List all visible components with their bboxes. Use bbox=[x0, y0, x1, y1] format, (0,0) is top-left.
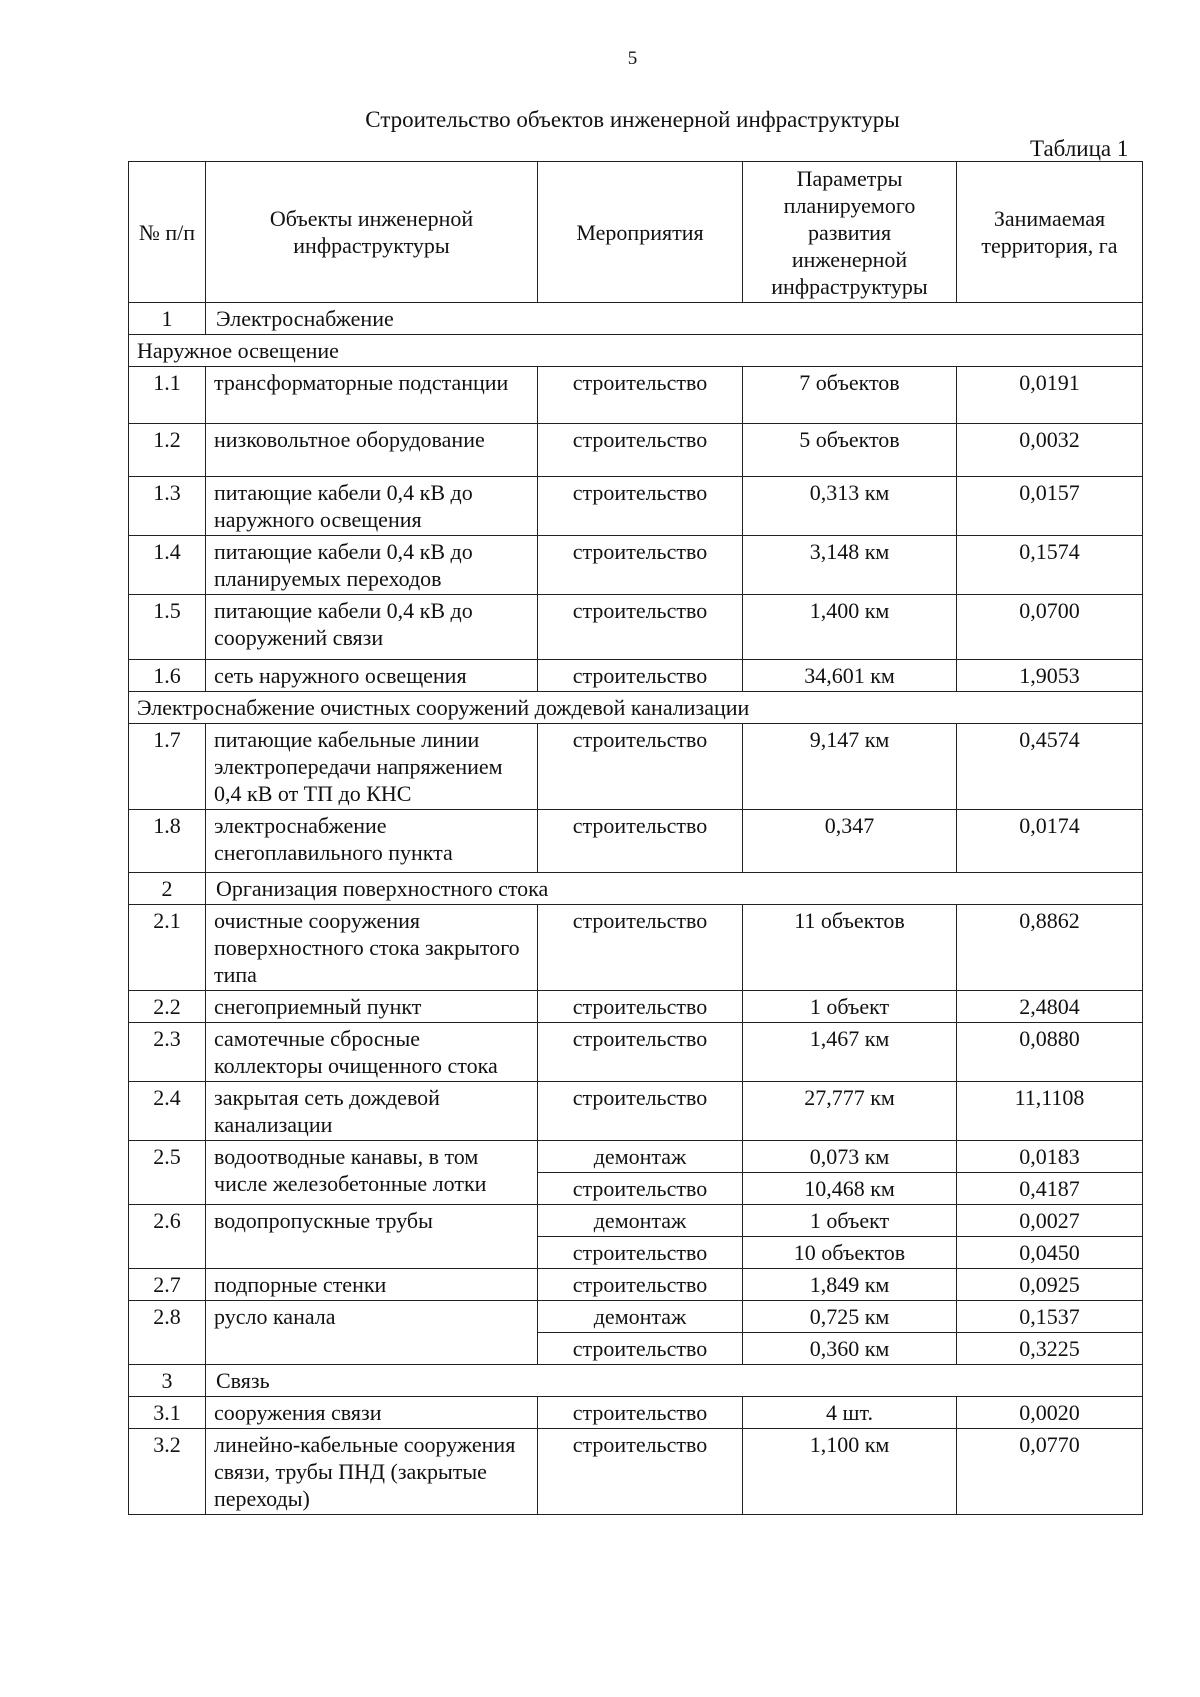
infrastructure-table bbox=[128, 161, 1143, 1515]
row-num: 2.7 bbox=[129, 1269, 206, 1301]
table-row bbox=[129, 1301, 1143, 1333]
row-area: 0,0925 bbox=[957, 1269, 1143, 1301]
table-row bbox=[129, 1397, 1143, 1429]
row-area: 1,9053 bbox=[957, 660, 1143, 692]
row-num: 1.4 bbox=[129, 536, 206, 595]
row-num: 1.2 bbox=[129, 424, 206, 477]
row-activity: строительство bbox=[538, 1082, 743, 1141]
row-params: 4 шт. bbox=[743, 1397, 957, 1429]
row-params: 1,100 км bbox=[743, 1429, 957, 1515]
row-activity: демонтаж bbox=[538, 1141, 743, 1173]
row-params: 1 объект bbox=[743, 1205, 957, 1237]
header-activity: Мероприятия bbox=[538, 162, 743, 303]
row-activity: строительство bbox=[538, 1333, 743, 1365]
table-row bbox=[129, 724, 1143, 810]
row-num: 2.6 bbox=[129, 1205, 206, 1269]
row-object: сеть наружного освещения bbox=[206, 660, 538, 692]
table-row bbox=[129, 536, 1143, 595]
table-row bbox=[129, 1023, 1143, 1082]
header-num: № п/п bbox=[129, 162, 206, 303]
row-num: 1.7 bbox=[129, 724, 206, 810]
row-area: 0,0032 bbox=[957, 424, 1143, 477]
table-row bbox=[129, 367, 1143, 424]
row-params: 7 объектов bbox=[743, 367, 957, 424]
row-activity: строительство bbox=[538, 660, 743, 692]
section-num: 2 bbox=[129, 873, 206, 905]
row-params: 34,601 км bbox=[743, 660, 957, 692]
subsection-name: Электроснабжение очистных сооружений дождевой канализации bbox=[129, 692, 1143, 724]
table-row bbox=[129, 1141, 1143, 1173]
row-num: 1.3 bbox=[129, 477, 206, 536]
row-activity: строительство bbox=[538, 905, 743, 991]
row-num: 2.4 bbox=[129, 1082, 206, 1141]
row-object: линейно-кабельные сооружения связи, трубы ПНД (закрытые переходы) bbox=[206, 1429, 538, 1515]
row-params: 11 объектов bbox=[743, 905, 957, 991]
row-params: 27,777 км bbox=[743, 1082, 957, 1141]
row-area: 0,1574 bbox=[957, 536, 1143, 595]
row-activity: строительство bbox=[538, 536, 743, 595]
row-params: 0,313 км bbox=[743, 477, 957, 536]
row-area: 2,4804 bbox=[957, 991, 1143, 1023]
row-object: питающие кабели 0,4 кВ до сооружений связи bbox=[206, 595, 538, 660]
row-area: 0,0191 bbox=[957, 367, 1143, 424]
subsection-row bbox=[129, 692, 1143, 724]
table-row bbox=[129, 1269, 1143, 1301]
section-name: Организация поверхностного стока bbox=[206, 873, 1143, 905]
table-row bbox=[129, 424, 1143, 477]
table-row bbox=[129, 905, 1143, 991]
row-area: 0,0183 bbox=[957, 1141, 1143, 1173]
row-area: 0,0450 bbox=[957, 1237, 1143, 1269]
row-area: 0,0700 bbox=[957, 595, 1143, 660]
row-params: 0,360 км bbox=[743, 1333, 957, 1365]
row-activity: строительство bbox=[538, 1237, 743, 1269]
row-area: 0,0157 bbox=[957, 477, 1143, 536]
section-name: Связь bbox=[206, 1365, 1143, 1397]
row-num: 1.6 bbox=[129, 660, 206, 692]
section-row bbox=[129, 873, 1143, 905]
row-area: 0,4187 bbox=[957, 1173, 1143, 1205]
row-object: сооружения связи bbox=[206, 1397, 538, 1429]
row-activity: демонтаж bbox=[538, 1205, 743, 1237]
section-row bbox=[129, 303, 1143, 335]
table-row bbox=[129, 810, 1143, 873]
row-params: 3,148 км bbox=[743, 536, 957, 595]
row-area: 0,0020 bbox=[957, 1397, 1143, 1429]
row-activity: строительство bbox=[538, 595, 743, 660]
row-activity: строительство bbox=[538, 1173, 743, 1205]
row-object: электроснабжение снегоплавильного пункта bbox=[206, 810, 538, 873]
table-row bbox=[129, 991, 1143, 1023]
row-area: 0,0027 bbox=[957, 1205, 1143, 1237]
row-object: питающие кабели 0,4 кВ до наружного освещения bbox=[206, 477, 538, 536]
row-object: питающие кабели 0,4 кВ до планируемых переходов bbox=[206, 536, 538, 595]
header-object: Объекты инженерной инфраструктуры bbox=[206, 162, 538, 303]
row-activity: строительство bbox=[538, 1397, 743, 1429]
row-activity: строительство bbox=[538, 367, 743, 424]
row-activity: строительство bbox=[538, 1023, 743, 1082]
table-row bbox=[129, 1082, 1143, 1141]
row-num: 3.2 bbox=[129, 1429, 206, 1515]
row-area: 0,0880 bbox=[957, 1023, 1143, 1082]
row-num: 2.2 bbox=[129, 991, 206, 1023]
row-num: 1.5 bbox=[129, 595, 206, 660]
table-row bbox=[129, 1205, 1143, 1237]
row-params: 0,347 bbox=[743, 810, 957, 873]
row-object: питающие кабельные линии электропередачи напряжением 0,4 кВ от ТП до КНС bbox=[206, 724, 538, 810]
row-area: 0,8862 bbox=[957, 905, 1143, 991]
row-params: 5 объектов bbox=[743, 424, 957, 477]
row-object: снегоприемный пункт bbox=[206, 991, 538, 1023]
row-num: 2.5 bbox=[129, 1141, 206, 1205]
table-header-row bbox=[129, 162, 1143, 303]
subsection-row bbox=[129, 335, 1143, 367]
header-area: Занимаемая территория, га bbox=[957, 162, 1143, 303]
row-activity: демонтаж bbox=[538, 1301, 743, 1333]
table-row bbox=[129, 595, 1143, 660]
row-num: 2.3 bbox=[129, 1023, 206, 1082]
row-object: закрытая сеть дождевой канализации bbox=[206, 1082, 538, 1141]
row-num: 2.1 bbox=[129, 905, 206, 991]
row-object: русло канала bbox=[206, 1301, 538, 1365]
row-area: 0,0174 bbox=[957, 810, 1143, 873]
row-activity: строительство bbox=[538, 1429, 743, 1515]
row-num: 1.1 bbox=[129, 367, 206, 424]
row-num: 1.8 bbox=[129, 810, 206, 873]
row-params: 9,147 км bbox=[743, 724, 957, 810]
row-area: 0,4574 bbox=[957, 724, 1143, 810]
row-area: 11,1108 bbox=[957, 1082, 1143, 1141]
section-num: 3 bbox=[129, 1365, 206, 1397]
row-object: водоотводные канавы, в том числе железобетонные лотки bbox=[206, 1141, 538, 1205]
subsection-name: Наружное освещение bbox=[129, 335, 1143, 367]
row-params: 0,725 км bbox=[743, 1301, 957, 1333]
table-row bbox=[129, 477, 1143, 536]
table-label: Таблица 1 bbox=[1030, 136, 1129, 161]
row-params: 1,467 км bbox=[743, 1023, 957, 1082]
section-row bbox=[129, 1365, 1143, 1397]
row-area: 0,0770 bbox=[957, 1429, 1143, 1515]
row-object: водопропускные трубы bbox=[206, 1205, 538, 1269]
row-params: 10 объектов bbox=[743, 1237, 957, 1269]
page-number: 5 bbox=[627, 48, 638, 69]
row-params: 1,400 км bbox=[743, 595, 957, 660]
row-params: 0,073 км bbox=[743, 1141, 957, 1173]
row-area: 0,3225 bbox=[957, 1333, 1143, 1365]
header-params: Параметры планируемого развития инженерной инфраструктуры bbox=[743, 162, 957, 303]
document-title: Строительство объектов инженерной инфраструктуры bbox=[365, 107, 900, 132]
row-area: 0,1537 bbox=[957, 1301, 1143, 1333]
row-activity: строительство bbox=[538, 724, 743, 810]
row-object: трансформаторные подстанции bbox=[206, 367, 538, 424]
row-activity: строительство bbox=[538, 810, 743, 873]
section-num: 1 bbox=[129, 303, 206, 335]
table-row bbox=[129, 660, 1143, 692]
table-row bbox=[129, 1429, 1143, 1515]
section-name: Электроснабжение bbox=[206, 303, 1143, 335]
row-activity: строительство bbox=[538, 424, 743, 477]
row-object: самотечные сбросные коллекторы очищенного стока bbox=[206, 1023, 538, 1082]
row-object: подпорные стенки bbox=[206, 1269, 538, 1301]
row-params: 1,849 км bbox=[743, 1269, 957, 1301]
row-num: 2.8 bbox=[129, 1301, 206, 1365]
row-object: низковольтное оборудование bbox=[206, 424, 538, 477]
row-activity: строительство bbox=[538, 991, 743, 1023]
row-params: 1 объект bbox=[743, 991, 957, 1023]
row-activity: строительство bbox=[538, 1269, 743, 1301]
row-num: 3.1 bbox=[129, 1397, 206, 1429]
row-params: 10,468 км bbox=[743, 1173, 957, 1205]
row-activity: строительство bbox=[538, 477, 743, 536]
row-object: очистные сооружения поверхностного стока закрытого типа bbox=[206, 905, 538, 991]
